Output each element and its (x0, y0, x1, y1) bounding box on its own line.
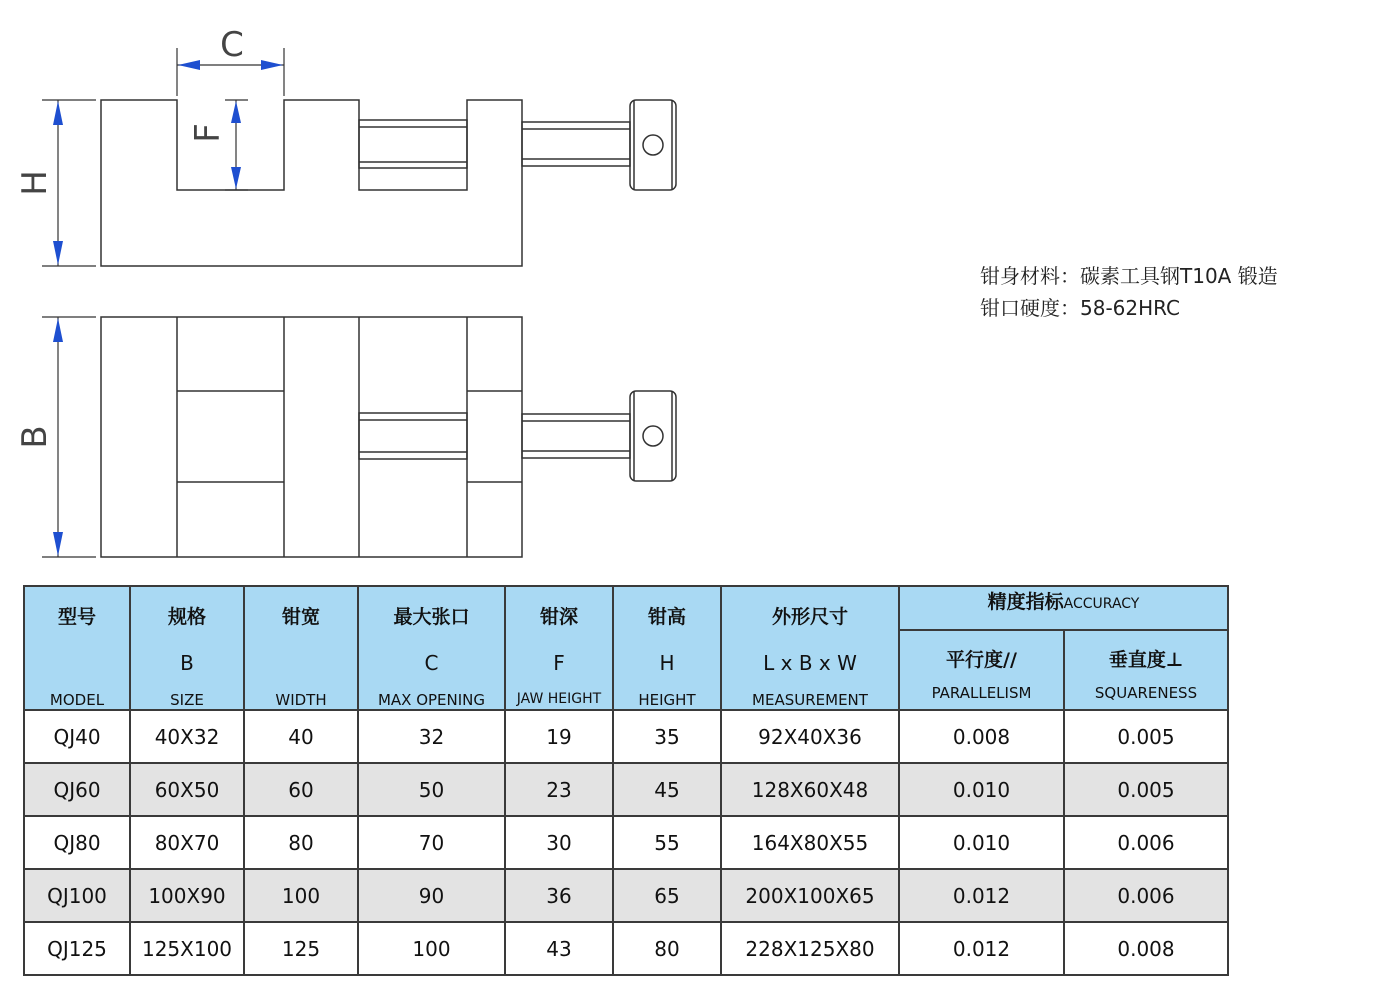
cell-parallelism: 0.010 (899, 816, 1064, 869)
cell-size: 60X50 (130, 763, 244, 816)
header-max-opening: 最大张口 C MAX OPENING (358, 586, 505, 710)
cell-height: 45 (613, 763, 721, 816)
table-row (24, 710, 1228, 763)
cell-model: QJ125 (24, 922, 130, 975)
cell-parallelism: 0.010 (899, 763, 1064, 816)
header-height: 钳高 H HEIGHT (613, 586, 721, 710)
table-row (24, 922, 1228, 975)
cell-squareness: 0.006 (1064, 869, 1228, 922)
material-note: 钳身材料：碳素工具钢T10A 锻造 (980, 264, 1278, 288)
cell-squareness: 0.005 (1064, 710, 1228, 763)
header-jaw-height: 钳深 F JAW HEIGHT (505, 586, 613, 710)
cell-jaw-height: 43 (505, 922, 613, 975)
dimension-h-label: H (15, 170, 55, 196)
header-model: 型号 MODEL (24, 586, 130, 710)
cell-size: 80X70 (130, 816, 244, 869)
dimension-f-label: F (188, 123, 228, 143)
cell-width: 100 (244, 869, 358, 922)
header-size: 规格 B SIZE (130, 586, 244, 710)
dimension-b-label: B (15, 425, 55, 449)
cell-parallelism: 0.012 (899, 922, 1064, 975)
cell-jaw-height: 23 (505, 763, 613, 816)
cell-size: 100X90 (130, 869, 244, 922)
cell-model: QJ100 (24, 869, 130, 922)
cell-height: 80 (613, 922, 721, 975)
cell-squareness: 0.006 (1064, 816, 1228, 869)
material-notes (980, 260, 1278, 324)
cell-max-opening: 100 (358, 922, 505, 975)
table-row (24, 816, 1228, 869)
cell-width: 60 (244, 763, 358, 816)
spec-table (23, 585, 1229, 976)
cell-measurement: 128X60X48 (721, 763, 899, 816)
cell-model: QJ40 (24, 710, 130, 763)
cell-size: 125X100 (130, 922, 244, 975)
cell-model: QJ60 (24, 763, 130, 816)
cell-height: 55 (613, 816, 721, 869)
cell-height: 65 (613, 869, 721, 922)
cell-height: 35 (613, 710, 721, 763)
dimension-c-label: C (220, 25, 244, 65)
cell-parallelism: 0.012 (899, 869, 1064, 922)
cell-measurement: 228X125X80 (721, 922, 899, 975)
table-row (24, 763, 1228, 816)
cell-jaw-height: 36 (505, 869, 613, 922)
cell-squareness: 0.005 (1064, 763, 1228, 816)
cell-width: 40 (244, 710, 358, 763)
cell-model: QJ80 (24, 816, 130, 869)
cell-measurement: 92X40X36 (721, 710, 899, 763)
vise-drawing (0, 0, 720, 570)
cell-max-opening: 50 (358, 763, 505, 816)
header-squareness: 垂直度⊥ SQUARENESS (1064, 630, 1228, 710)
cell-jaw-height: 19 (505, 710, 613, 763)
cell-max-opening: 32 (358, 710, 505, 763)
cell-squareness: 0.008 (1064, 922, 1228, 975)
cell-width: 80 (244, 816, 358, 869)
cell-parallelism: 0.008 (899, 710, 1064, 763)
cell-max-opening: 90 (358, 869, 505, 922)
cell-width: 125 (244, 922, 358, 975)
cell-measurement: 164X80X55 (721, 816, 899, 869)
header-parallelism: 平行度// PARALLELISM (899, 630, 1064, 710)
cell-measurement: 200X100X65 (721, 869, 899, 922)
cell-size: 40X32 (130, 710, 244, 763)
header-width: 钳宽 WIDTH (244, 586, 358, 710)
header-accuracy: 精度指标ACCURACY (899, 586, 1228, 630)
cell-jaw-height: 30 (505, 816, 613, 869)
header-measurement: 外形尺寸 L x B x W MEASUREMENT (721, 586, 899, 710)
hardness-note: 钳口硬度：58-62HRC (980, 296, 1181, 320)
table-row (24, 869, 1228, 922)
cell-max-opening: 70 (358, 816, 505, 869)
